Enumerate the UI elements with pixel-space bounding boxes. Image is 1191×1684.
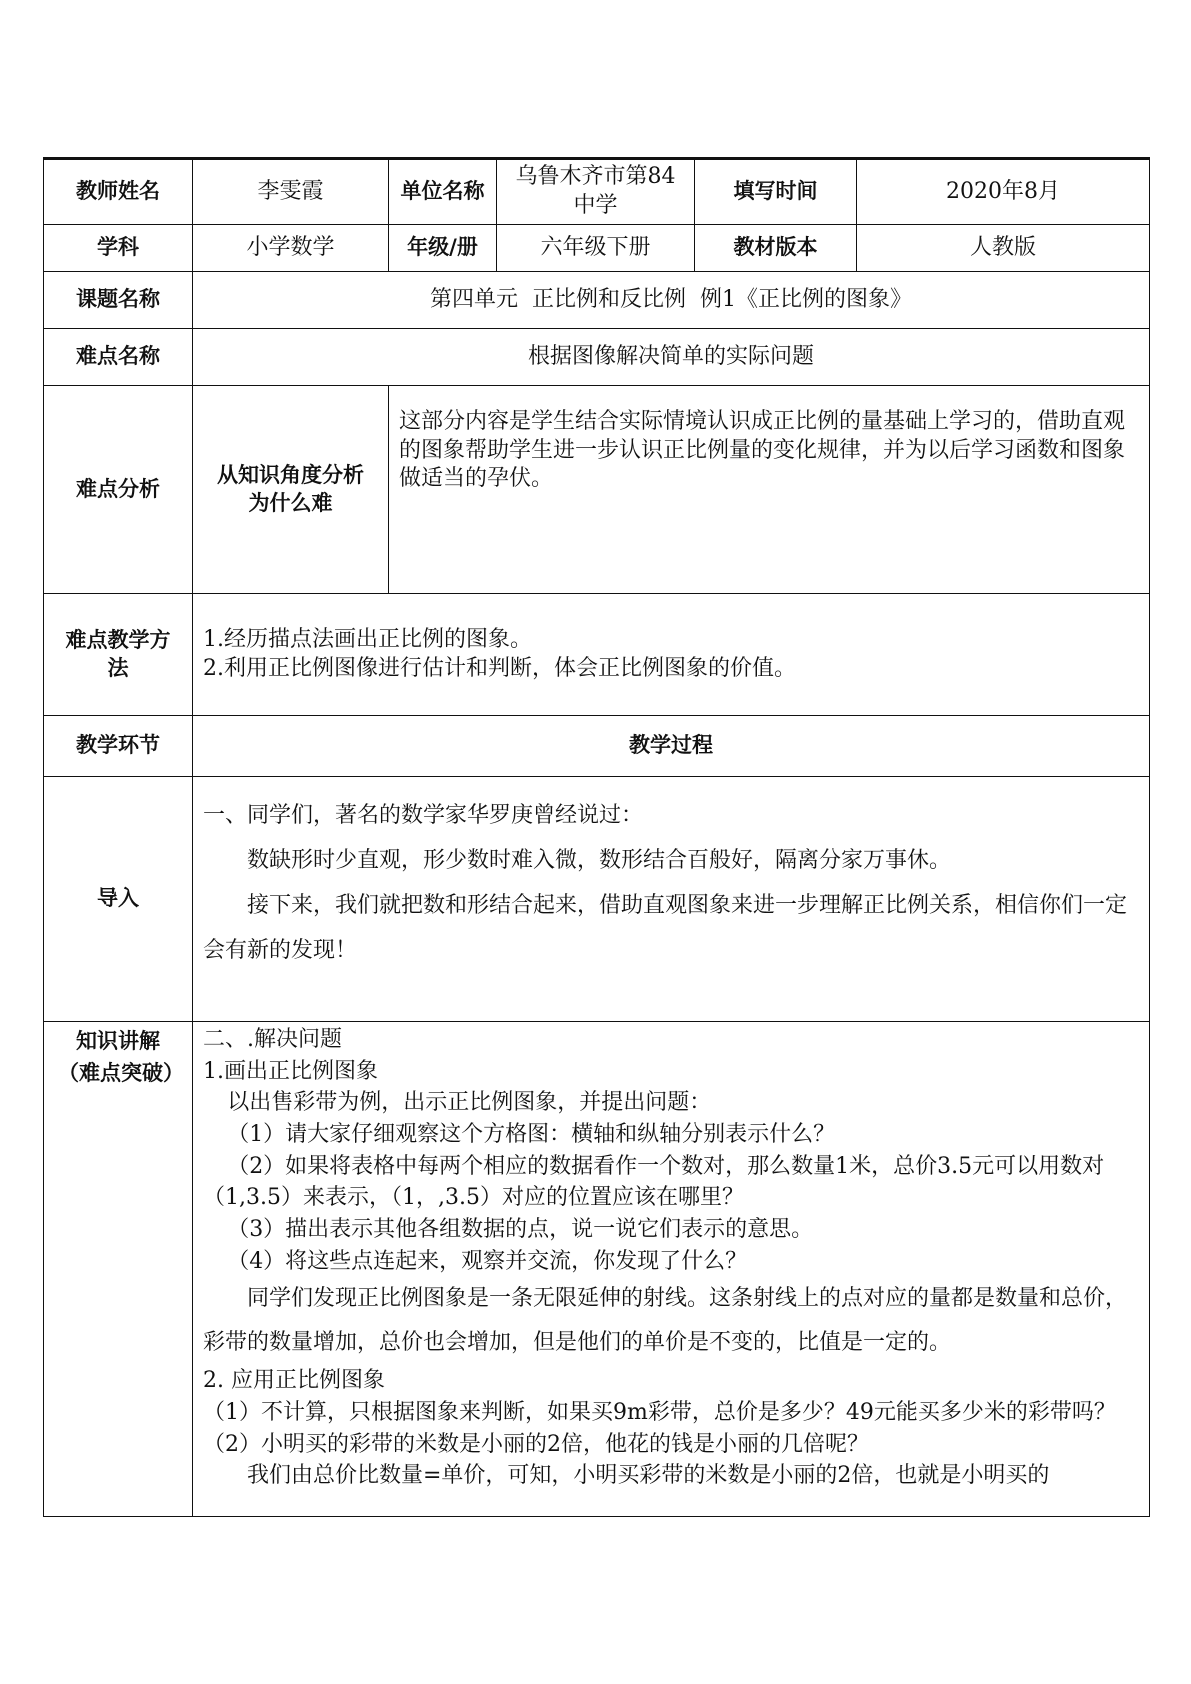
knowledge-line-1: 二、.解决问题 [203,1027,342,1052]
knowledge-line-2: 1.画出正比例图象 [203,1058,378,1084]
method-content [193,594,1150,716]
knowledge-line-8: 同学们发现正比例图象是一条无限延伸的射线。这条射线上的点对应的量都是数量和总价，彩带的数量增加，总价也会增加，但是他们的单价是不变的，比值是一定的。 [203,1286,1128,1356]
analysis-row [44,386,1150,594]
difficulty-row [44,329,1150,386]
difficulty-label: 难点名称 [44,329,193,386]
intro-line-3: 接下来，我们就把数和形结合起来，借助直观图象来进一步理解正比例关系，相信你们一定会有新的发现！ [203,893,1128,964]
method-row [44,594,1150,716]
grade-value: 六年级下册 [497,225,695,272]
knowledge-row [44,1022,1150,1517]
process-title: 教学过程 [193,716,1150,777]
topic-row [44,272,1150,329]
header-row-1 [44,159,1150,225]
textbook-value: 人教版 [857,225,1150,272]
method-line-1: 1.经历描点法画出正比例的图象。 [203,626,532,652]
knowledge-line-3: 以出售彩带为例，出示正比例图象，并提出问题： [227,1090,712,1116]
grade-label: 年级/册 [389,225,497,272]
teacher-value: 李雯霞 [193,159,389,225]
knowledge-line-10: （1）不计算，只根据图象来判断，如果买9m彩带，总价是多少？49元能买多少米的彩带吗？ [203,1400,1116,1426]
intro-line-2: 数缺形时少直观，形少数时难入微，数形结合百般好，隔离分家万事休。 [247,848,952,874]
fill-time-label: 填写时间 [695,159,857,225]
knowledge-line-12: 我们由总价比数量=单价，可知，小明买彩带的米数是小丽的2倍，也就是小明买的 [247,1463,1050,1489]
process-stage-label: 教学环节 [44,716,193,777]
intro-row [44,777,1150,1022]
knowledge-line-4: （1）请大家仔细观察这个方格图：横轴和纵轴分别表示什么？ [227,1122,836,1148]
teacher-label: 教师姓名 [44,159,193,225]
subject-value: 小学数学 [193,225,389,272]
intro-content [193,777,1150,1022]
lesson-plan-table [43,157,1150,1517]
knowledge-label: 知识讲解（难点突破） [44,1022,193,1517]
intro-line-1: 一、同学们，著名的数学家华罗庚曾经说过： [203,803,644,828]
knowledge-line-7: （4）将这些点连起来，观察并交流，你发现了什么？ [227,1248,748,1274]
knowledge-line-5: （2）如果将表格中每两个相应的数据看作一个数对，那么数量1米，总价3.5元可以用数对（1,3.5）来表示，（1，,3.5）对应的位置应该在哪里？ [203,1153,1105,1211]
analysis-label: 难点分析 [44,386,193,594]
topic-label: 课题名称 [44,272,193,329]
difficulty-value: 根据图像解决简单的实际问题 [193,329,1150,386]
intro-label: 导入 [44,777,193,1022]
knowledge-line-6: （3）描出表示其他各组数据的点，说一说它们表示的意思。 [227,1217,814,1243]
method-line-2: 2.利用正比例图像进行估计和判断，体会正比例图象的价值。 [203,655,796,681]
knowledge-line-9: 2. 应用正比例图象 [203,1368,385,1394]
method-label: 难点教学方法 [44,594,193,716]
unit-value: 乌鲁木齐市第84中学 [497,159,695,225]
textbook-label: 教材版本 [695,225,857,272]
header-row-2 [44,225,1150,272]
unit-label: 单位名称 [389,159,497,225]
analysis-text: 这部分内容是学生结合实际情境认识成正比例的量基础上学习的，借助直观的图象帮助学生进一步认识正比例量的变化规律，并为以后学习函数和图象做适当的孕伏。 [389,386,1150,594]
knowledge-line-11: （2）小明买的彩带的米数是小丽的2倍，他花的钱是小丽的几倍呢？ [203,1431,869,1457]
knowledge-content [193,1022,1150,1517]
topic-value: 第四单元 正比例和反比例 例1《正比例的图象》 [193,272,1150,329]
analysis-sub-label: 从知识角度分析为什么难 [193,386,389,594]
subject-label: 学科 [44,225,193,272]
fill-time-value: 2020年8月 [857,159,1150,225]
process-header-row [44,716,1150,777]
